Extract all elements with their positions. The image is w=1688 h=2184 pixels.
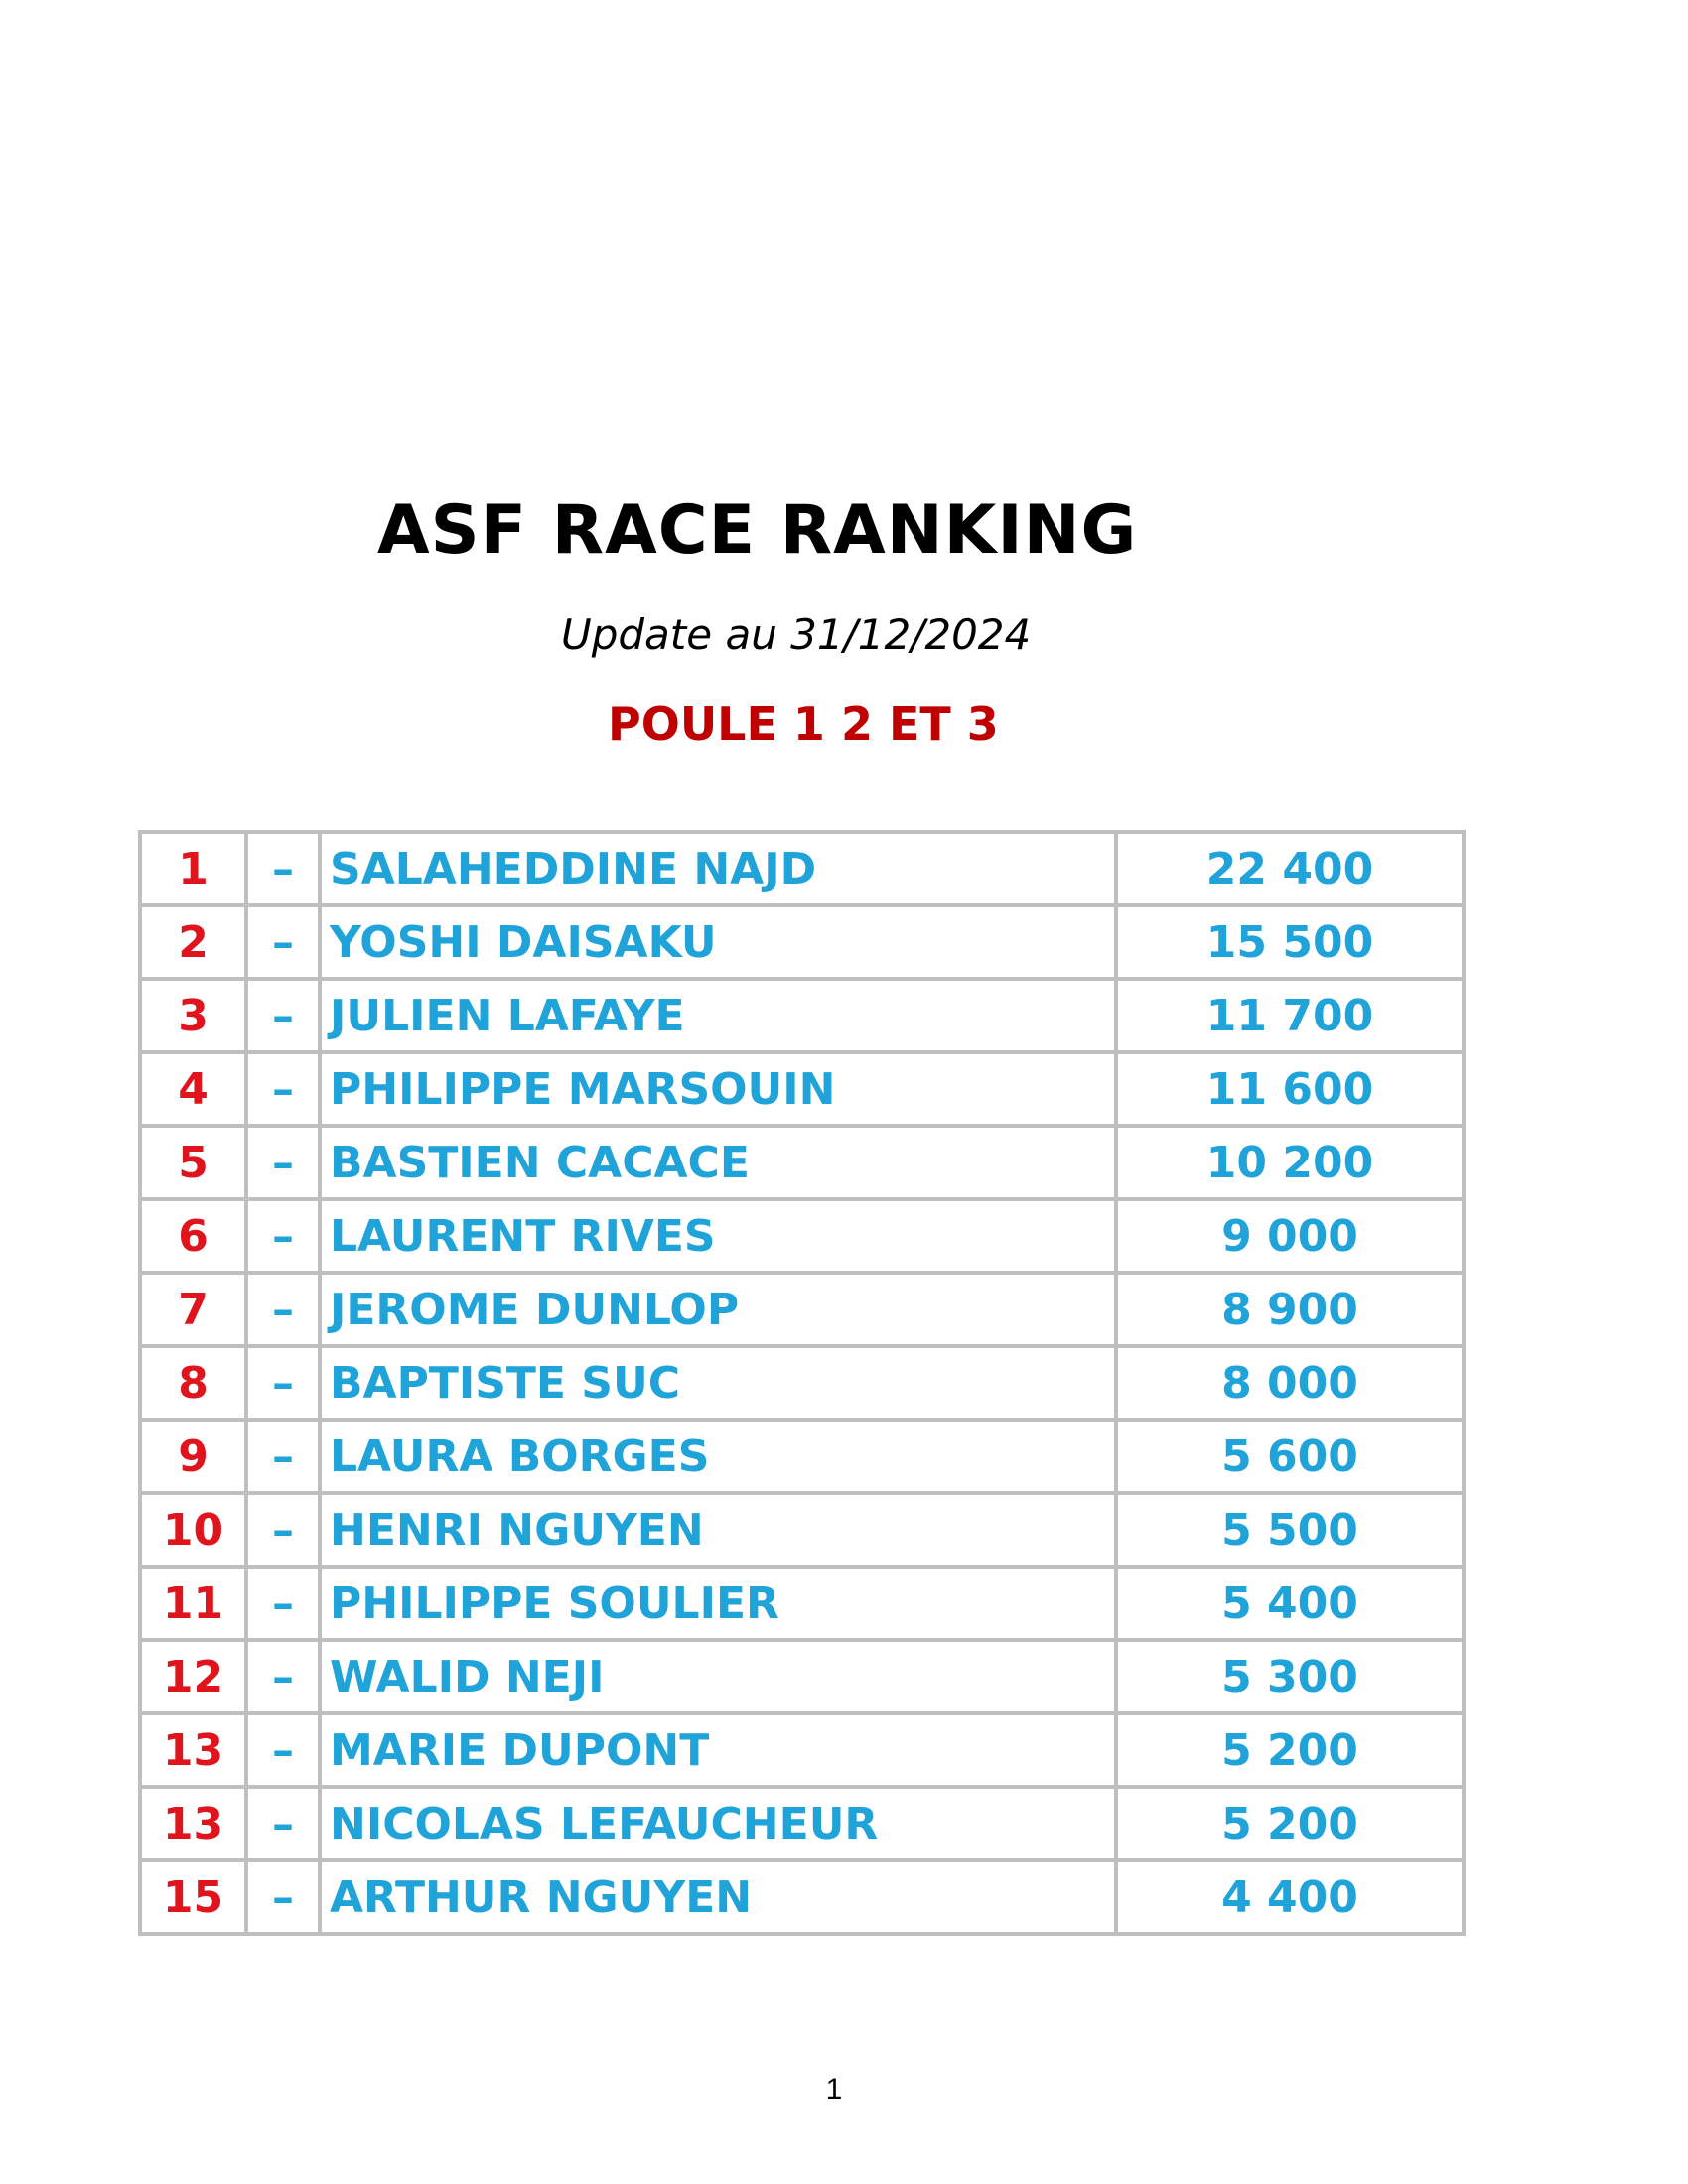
ranking-table-body (140, 832, 1464, 1934)
table-row (140, 1199, 1464, 1273)
points-cell: 10 200 (1116, 1126, 1464, 1199)
table-row (140, 1126, 1464, 1199)
name-cell: JEROME DUNLOP (320, 1273, 1116, 1346)
separator-cell: – (246, 1640, 320, 1713)
table-row (140, 1860, 1464, 1934)
name-cell: PHILIPPE SOULIER (320, 1567, 1116, 1640)
points-cell: 8 900 (1116, 1273, 1464, 1346)
points-cell: 5 200 (1116, 1713, 1464, 1787)
separator-cell: – (246, 905, 320, 979)
name-cell: LAURENT RIVES (320, 1199, 1116, 1273)
name-cell: JULIEN LAFAYE (320, 979, 1116, 1052)
table-row (140, 1567, 1464, 1640)
rank-cell: 9 (140, 1420, 246, 1493)
points-cell: 5 600 (1116, 1420, 1464, 1493)
rank-cell: 2 (140, 905, 246, 979)
rank-cell: 5 (140, 1126, 246, 1199)
points-cell: 4 400 (1116, 1860, 1464, 1934)
rank-cell: 8 (140, 1346, 246, 1420)
name-cell: WALID NEJI (320, 1640, 1116, 1713)
separator-cell: – (246, 832, 320, 905)
table-row (140, 1640, 1464, 1713)
points-cell: 5 500 (1116, 1493, 1464, 1567)
points-cell: 5 200 (1116, 1787, 1464, 1860)
table-row (140, 1713, 1464, 1787)
name-cell: PHILIPPE MARSOUIN (320, 1052, 1116, 1126)
rank-cell: 1 (140, 832, 246, 905)
name-cell: BAPTISTE SUC (320, 1346, 1116, 1420)
name-cell: SALAHEDDINE NAJD (320, 832, 1116, 905)
table-row (140, 1346, 1464, 1420)
separator-cell: – (246, 1567, 320, 1640)
rank-cell: 12 (140, 1640, 246, 1713)
rank-cell: 6 (140, 1199, 246, 1273)
table-row (140, 979, 1464, 1052)
rank-cell: 13 (140, 1787, 246, 1860)
points-cell: 22 400 (1116, 832, 1464, 905)
points-cell: 9 000 (1116, 1199, 1464, 1273)
points-cell: 5 300 (1116, 1640, 1464, 1713)
table-row (140, 832, 1464, 905)
name-cell: YOSHI DAISAKU (320, 905, 1116, 979)
points-cell: 11 600 (1116, 1052, 1464, 1126)
ranking-table (138, 830, 1466, 1936)
rank-cell: 13 (140, 1713, 246, 1787)
page-title: ASF RACE RANKING (377, 491, 1138, 570)
points-cell: 15 500 (1116, 905, 1464, 979)
points-cell: 5 400 (1116, 1567, 1464, 1640)
separator-cell: – (246, 1273, 320, 1346)
rank-cell: 10 (140, 1493, 246, 1567)
separator-cell: – (246, 1199, 320, 1273)
rank-cell: 15 (140, 1860, 246, 1934)
table-row (140, 1052, 1464, 1126)
name-cell: NICOLAS LEFAUCHEUR (320, 1787, 1116, 1860)
name-cell: LAURA BORGES (320, 1420, 1116, 1493)
table-row (140, 905, 1464, 979)
rank-cell: 7 (140, 1273, 246, 1346)
page-number: 1 (825, 2073, 843, 2106)
table-row (140, 1493, 1464, 1567)
table-row (140, 1273, 1464, 1346)
separator-cell: – (246, 1420, 320, 1493)
separator-cell: – (246, 1787, 320, 1860)
name-cell: ARTHUR NGUYEN (320, 1860, 1116, 1934)
points-cell: 8 000 (1116, 1346, 1464, 1420)
separator-cell: – (246, 1052, 320, 1126)
separator-cell: – (246, 1346, 320, 1420)
name-cell: MARIE DUPONT (320, 1713, 1116, 1787)
table-row (140, 1420, 1464, 1493)
name-cell: BASTIEN CACACE (320, 1126, 1116, 1199)
separator-cell: – (246, 1493, 320, 1567)
group-title: POULE 1 2 ET 3 (608, 697, 999, 751)
separator-cell: – (246, 1860, 320, 1934)
points-cell: 11 700 (1116, 979, 1464, 1052)
rank-cell: 11 (140, 1567, 246, 1640)
separator-cell: – (246, 1713, 320, 1787)
update-date: Update au 31/12/2024 (561, 611, 1032, 659)
table-row (140, 1787, 1464, 1860)
name-cell: HENRI NGUYEN (320, 1493, 1116, 1567)
separator-cell: – (246, 979, 320, 1052)
rank-cell: 4 (140, 1052, 246, 1126)
rank-cell: 3 (140, 979, 246, 1052)
separator-cell: – (246, 1126, 320, 1199)
